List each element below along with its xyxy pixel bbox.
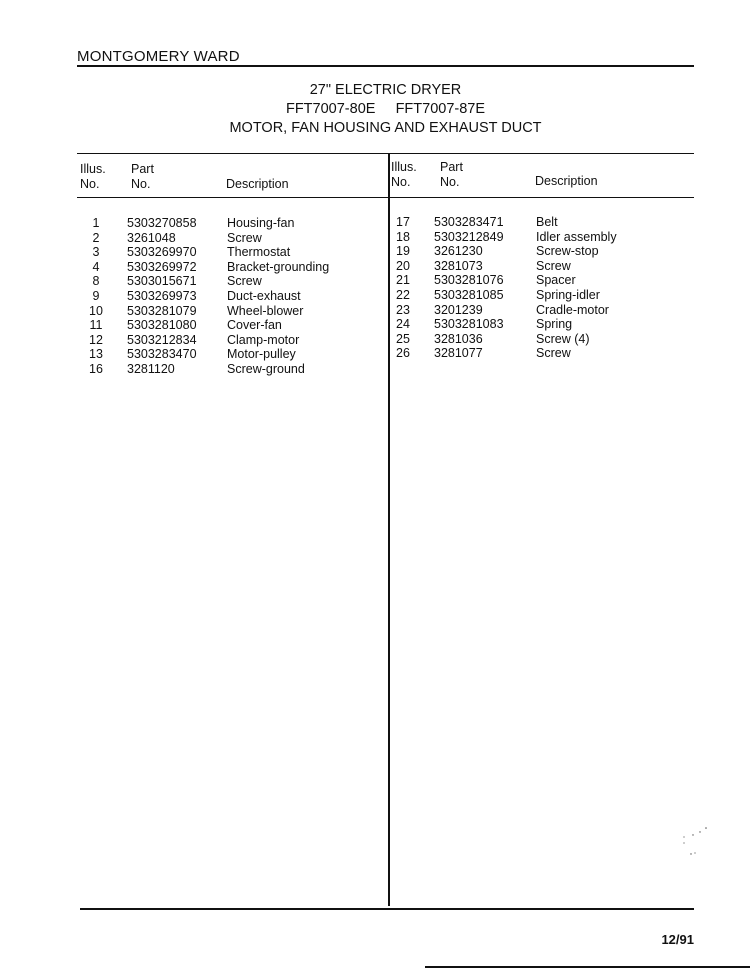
part-number: 5303015671 bbox=[127, 274, 197, 289]
illus-number: 10 bbox=[89, 303, 103, 318]
page-number: 12/91 bbox=[661, 932, 694, 947]
part-description: Screw-stop bbox=[536, 244, 599, 259]
part-description: Screw bbox=[536, 258, 571, 273]
part-description: Duct-exhaust bbox=[227, 289, 301, 303]
part-number: 5303281079 bbox=[127, 303, 197, 318]
illus-header-top: Illus. bbox=[80, 162, 106, 176]
right-description-header: Description bbox=[535, 174, 598, 188]
illus-header-bottom: No. bbox=[391, 175, 411, 189]
part-header-top: Part bbox=[131, 162, 154, 176]
left-description-header: Description bbox=[226, 177, 289, 191]
part-description: Idler assembly bbox=[536, 229, 617, 244]
part-number: 5303269972 bbox=[127, 259, 197, 274]
illus-number: 20 bbox=[396, 258, 410, 273]
part-number: 5303269970 bbox=[127, 245, 197, 260]
illus-number: 23 bbox=[396, 302, 410, 317]
bottom-rule bbox=[80, 908, 694, 910]
part-number: 5303281083 bbox=[434, 317, 504, 332]
illus-number: 25 bbox=[396, 331, 410, 346]
part-number: 3281120 bbox=[127, 362, 175, 376]
part-description: Spring bbox=[536, 317, 573, 332]
illus-number: 1 bbox=[92, 216, 100, 230]
part-description: Wheel-blower bbox=[227, 303, 304, 318]
part-number: 3281036 bbox=[434, 331, 483, 346]
part-number: 5303281085 bbox=[434, 288, 504, 302]
part-number: 5303212849 bbox=[434, 229, 504, 244]
part-number: 5303281076 bbox=[434, 273, 504, 288]
illus-number: 3 bbox=[92, 245, 100, 260]
illus-header-top: Illus. bbox=[391, 160, 417, 174]
part-description: Screw bbox=[227, 230, 262, 245]
illus-number: 9 bbox=[92, 289, 100, 303]
part-number: 3261230 bbox=[434, 244, 483, 259]
part-number: 5303283470 bbox=[127, 347, 197, 362]
part-description: Spacer bbox=[536, 273, 576, 288]
part-description: Cradle-motor bbox=[536, 302, 609, 317]
illus-number: 26 bbox=[396, 346, 410, 361]
title-line-1: 27" ELECTRIC DRYER bbox=[309, 82, 462, 98]
left-illus-header bbox=[80, 162, 106, 192]
part-description: Housing-fan bbox=[227, 216, 295, 230]
part-description: Bracket-grounding bbox=[227, 259, 330, 274]
right-illus-header bbox=[391, 160, 417, 190]
part-description: Thermostat bbox=[227, 245, 291, 260]
part-description: Screw bbox=[227, 274, 262, 289]
header-top-rule bbox=[77, 153, 694, 154]
part-number: 5303281080 bbox=[127, 318, 197, 333]
illus-number: 16 bbox=[89, 362, 103, 376]
title-line-2: FFT7007-80E FFT7007-87E bbox=[285, 101, 486, 117]
part-number: 3281077 bbox=[434, 346, 483, 361]
illus-number: 11 bbox=[89, 318, 103, 333]
part-description: Spring-idler bbox=[536, 288, 600, 302]
scan-specks bbox=[680, 826, 710, 866]
part-number: 5303269973 bbox=[127, 289, 197, 303]
illus-number: 4 bbox=[92, 259, 100, 274]
header-bottom-rule bbox=[77, 197, 694, 198]
illus-number: 19 bbox=[396, 244, 410, 259]
right-part-header bbox=[440, 160, 463, 190]
part-description: Motor-pulley bbox=[227, 347, 296, 362]
part-number: 5303212834 bbox=[127, 332, 197, 347]
illus-number: 2 bbox=[92, 230, 100, 245]
illus-number: 17 bbox=[396, 215, 410, 229]
part-description: Screw (4) bbox=[536, 331, 590, 346]
part-description: Belt bbox=[536, 215, 558, 229]
footer-rule bbox=[425, 966, 750, 968]
title-line-3: MOTOR, FAN HOUSING AND EXHAUST DUCT bbox=[229, 120, 542, 136]
part-description: Clamp-motor bbox=[227, 332, 300, 347]
part-number: 3281073 bbox=[434, 258, 483, 273]
part-number: 3201239 bbox=[434, 302, 483, 317]
brand-name: MONTGOMERY WARD bbox=[77, 48, 240, 65]
part-number: 5303283471 bbox=[434, 215, 504, 229]
illus-number: 12 bbox=[89, 332, 103, 347]
left-part-header bbox=[131, 162, 154, 192]
illus-number: 13 bbox=[89, 347, 103, 362]
illus-number: 24 bbox=[396, 317, 410, 332]
part-header-bottom: No. bbox=[440, 175, 460, 189]
part-description: Screw-ground bbox=[227, 362, 305, 376]
top-rule bbox=[77, 65, 694, 67]
part-header-top: Part bbox=[440, 160, 463, 174]
illus-header-bottom: No. bbox=[80, 177, 100, 191]
illus-number: 22 bbox=[396, 288, 410, 302]
part-description: Screw bbox=[536, 346, 571, 361]
part-header-bottom: No. bbox=[131, 177, 151, 191]
illus-number: 8 bbox=[92, 274, 100, 289]
part-number: 5303270858 bbox=[127, 216, 197, 230]
illus-number: 21 bbox=[396, 273, 410, 288]
part-description: Cover-fan bbox=[227, 318, 282, 333]
illus-number: 18 bbox=[396, 229, 410, 244]
part-number: 3261048 bbox=[127, 230, 176, 245]
